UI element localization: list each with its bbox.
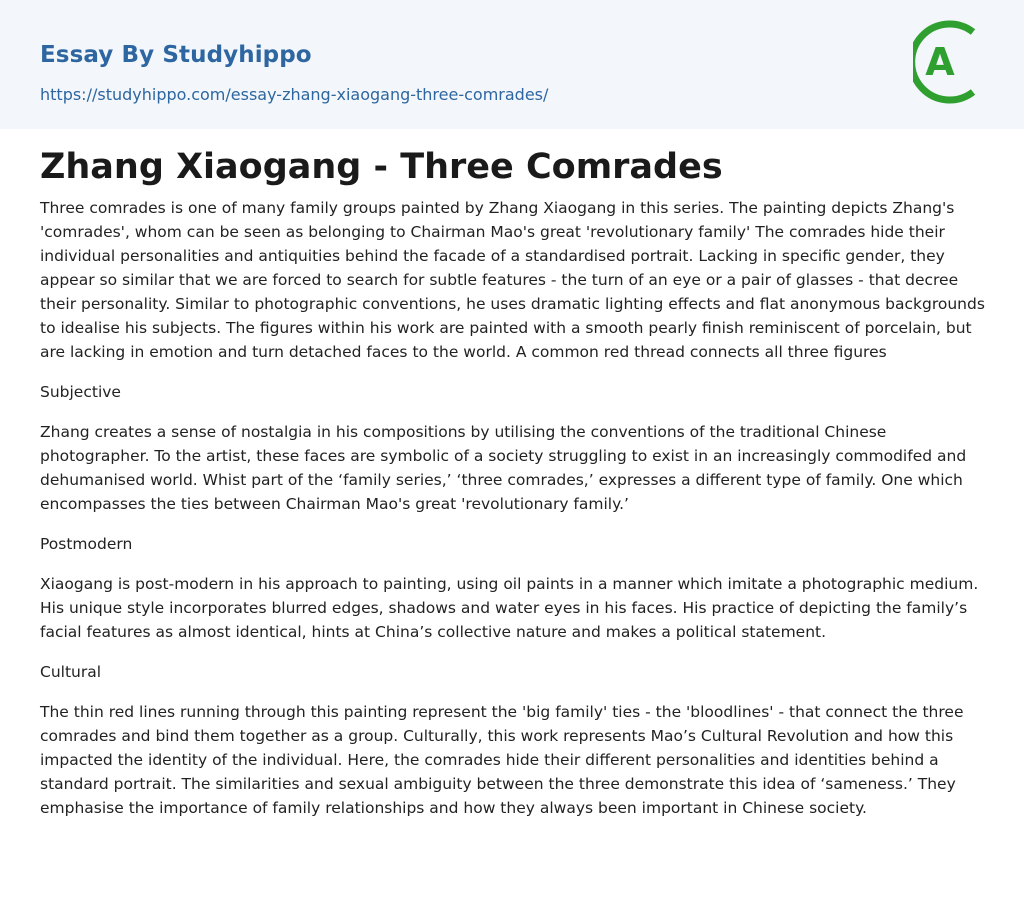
paragraph-intro: Three comrades is one of many family groups painted by Zhang Xiaogang in this series. The painting depicts Zhang's 'comrades', whom can be seen as belonging to Chairman Mao's great 'revolutionary family' The comrades hide their individual personalities and antiquities behind the facade of a standardised portrait. Lacking in specific gender, they appear so similar that we are forced to search for subtle features - the turn of an eye or a pair of glasses - that decree their personality. Similar to photographic conventions, he uses dramatic lighting effects and flat anonymous backgrounds to idealise his subjects. The figures within his work are painted with a smooth pearly finish reminiscent of porcelain, but are lacking in emotion and turn detached faces to the world. A common red thread connects all three figures: [40, 199, 985, 361]
page-header: [0, 0, 1024, 129]
studyhippo-logo-icon[interactable]: [913, 20, 985, 104]
paragraph-subjective: Zhang creates a sense of nostalgia in his compositions by utilising the conventions of the traditional Chinese photographer. To the artist, these faces are symbolic of a society struggling to exist in an increasingly commodifed and dehumanised world. Whist part of the ‘family series,’ ‘three comrades,’ expresses a different type of family. One which encompasses the ties between Chairman Mao's great 'revolutionary family.’: [40, 423, 967, 513]
section-heading-postmodern: Postmodern: [40, 535, 133, 553]
logo-letter: A: [925, 40, 955, 84]
paragraph-cultural: The thin red lines running through this painting represent the 'big family' ties - the 'bloodlines' - that connect the three comrades and bind them together as a group. Culturally, this work represents Mao’s Cultural Revolution and how this impacted the identity of the individual. Here, the comrades hide their different personalities and identities behind a standard portrait. The similarities and sexual ambiguity between the three demonstrate this idea of ‘sameness.’ They emphasise the importance of family relationships and how they always been important in Chinese society.: [40, 703, 964, 817]
site-title[interactable]: Essay By Studyhippo: [40, 42, 312, 68]
source-url-link[interactable]: https://studyhippo.com/essay-zhang-xiaogang-three-comrades/: [40, 85, 549, 104]
essay-body: [40, 144, 986, 820]
section-heading-cultural: Cultural: [40, 663, 102, 681]
essay-title: Zhang Xiaogang - Three Comrades: [40, 147, 723, 187]
paragraph-postmodern: Xiaogang is post-modern in his approach to painting, using oil paints in a manner which imitate a photographic medium. His unique style incorporates blurred edges, shadows and water eyes in his faces. His practice of depicting the family’s facial features as almost identical, hints at China’s collective nature and makes a political statement.: [40, 575, 979, 641]
section-heading-subjective: Subjective: [40, 383, 121, 401]
